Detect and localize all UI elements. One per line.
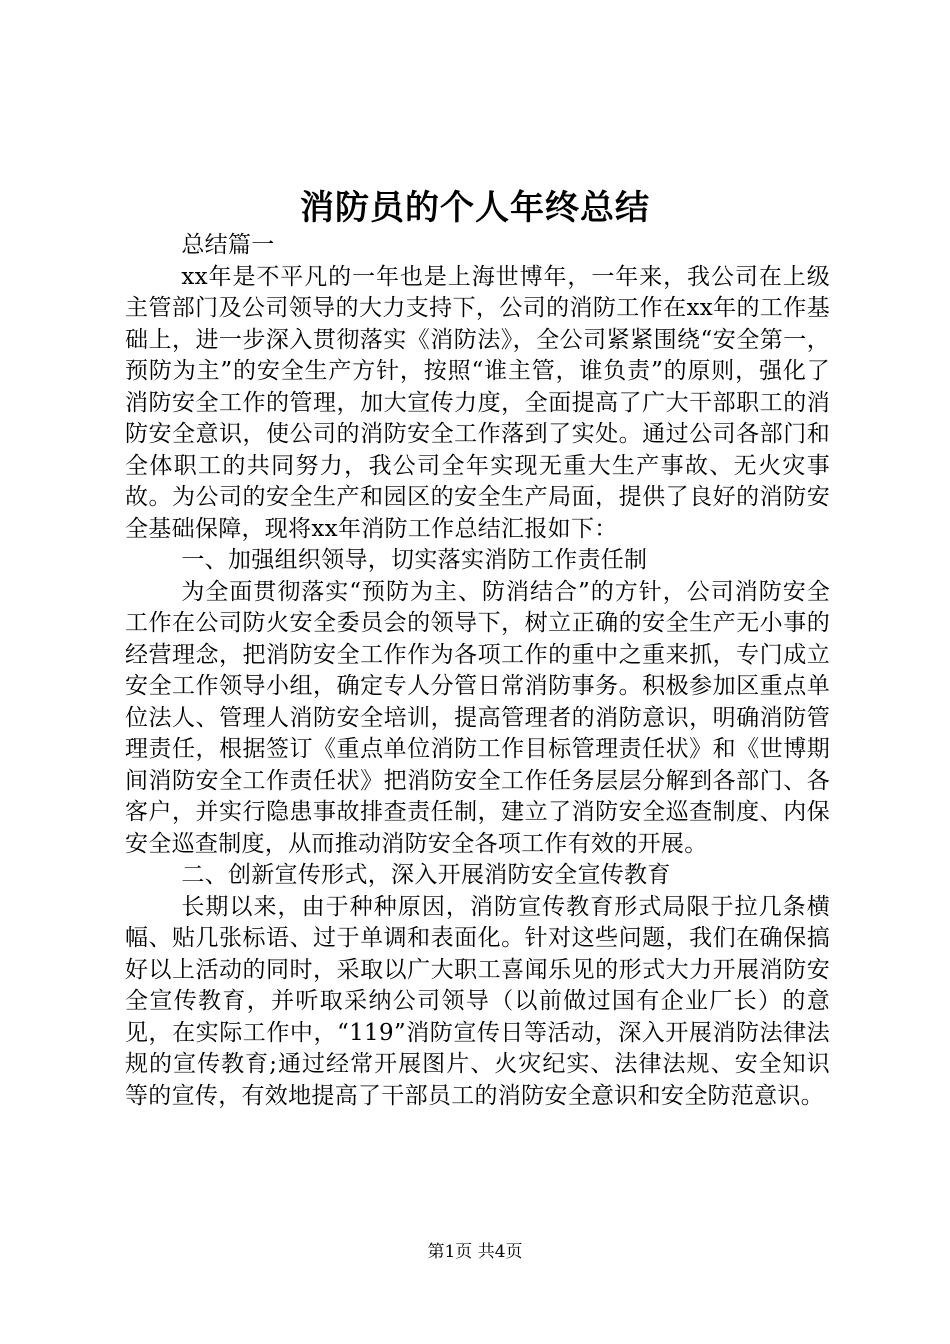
section-heading: 二、创新宣传形式，深入开展消防安全宣传教育 (181, 862, 671, 888)
document-body (125, 230, 830, 1112)
page-title: 消防员的个人年终总结 (300, 188, 650, 228)
body-paragraph: 长期以来，由于种种原因，消防宣传教育形式局限于拉几条横幅、贴几张标语、过于单调和表面化。针对这些问题，我们在确保搞好以上活动的同时，采取以广大职工喜闻乐见的形式大力开展消防安全宣传教育，并听取采纳公司领导（以前做过国有企业厂长）的意见，在实际工作中，“119”消防宣传日等活动，深入开展消防法律法规的宣传教育;通过经常开展图片、火灾纪实、法律法规、安全知识等的宣传，有效地提高了干部员工的消防安全意识和安全防范意识。 (125, 893, 830, 1109)
page-footer: 第1页 共4页 (427, 1242, 523, 1262)
section-heading: 总结篇一 (181, 232, 275, 258)
body-paragraph: 为全面贯彻落实“预防为主、防消结合”的方针，公司消防安全工作在公司防火安全委员会的领导下，树立正确的安全生产无小事的经营理念，把消防安全工作作为各项工作的重中之重来抓，专门成立安全工作领导小组，确定专人分管日常消防事务。积极参加区重点单位法人、管理人消防安全培训，提高管理者的消防意识，明确消防管理责任，根据签订《重点单位消防工作目标管理责任状》和《世博期间消防安全工作责任状》把消防安全工作任务层层分解到各部门、各客户，并实行隐患事故排查责任制，建立了消防安全巡查制度、内保安全巡查制度，从而推动消防安全各项工作有效的开展。 (125, 578, 830, 857)
body-paragraph: xx年是不平凡的一年也是上海世博年，一年来，我公司在上级主管部门及公司领导的大力支持下，公司的消防工作在xx年的工作基础上，进一步深入贯彻落实《消防法》，全公司紧紧围绕“安全第一，预防为主”的安全生产方针，按照“谁主管，谁负责”的原则，强化了消防安全工作的管理，加大宣传力度，全面提高了广大干部职工的消防安全意识，使公司的消防安全工作落到了实处。通过公司各部门和全体职工的共同努力，我公司全年实现无重大生产事故、无火灾事故。为公司的安全生产和园区的安全生产局面，提供了良好的消防安全基础保障，现将xx年消防工作总结汇报如下： (125, 263, 830, 542)
section-heading: 一、加强组织领导，切实落实消防工作责任制 (181, 547, 648, 573)
